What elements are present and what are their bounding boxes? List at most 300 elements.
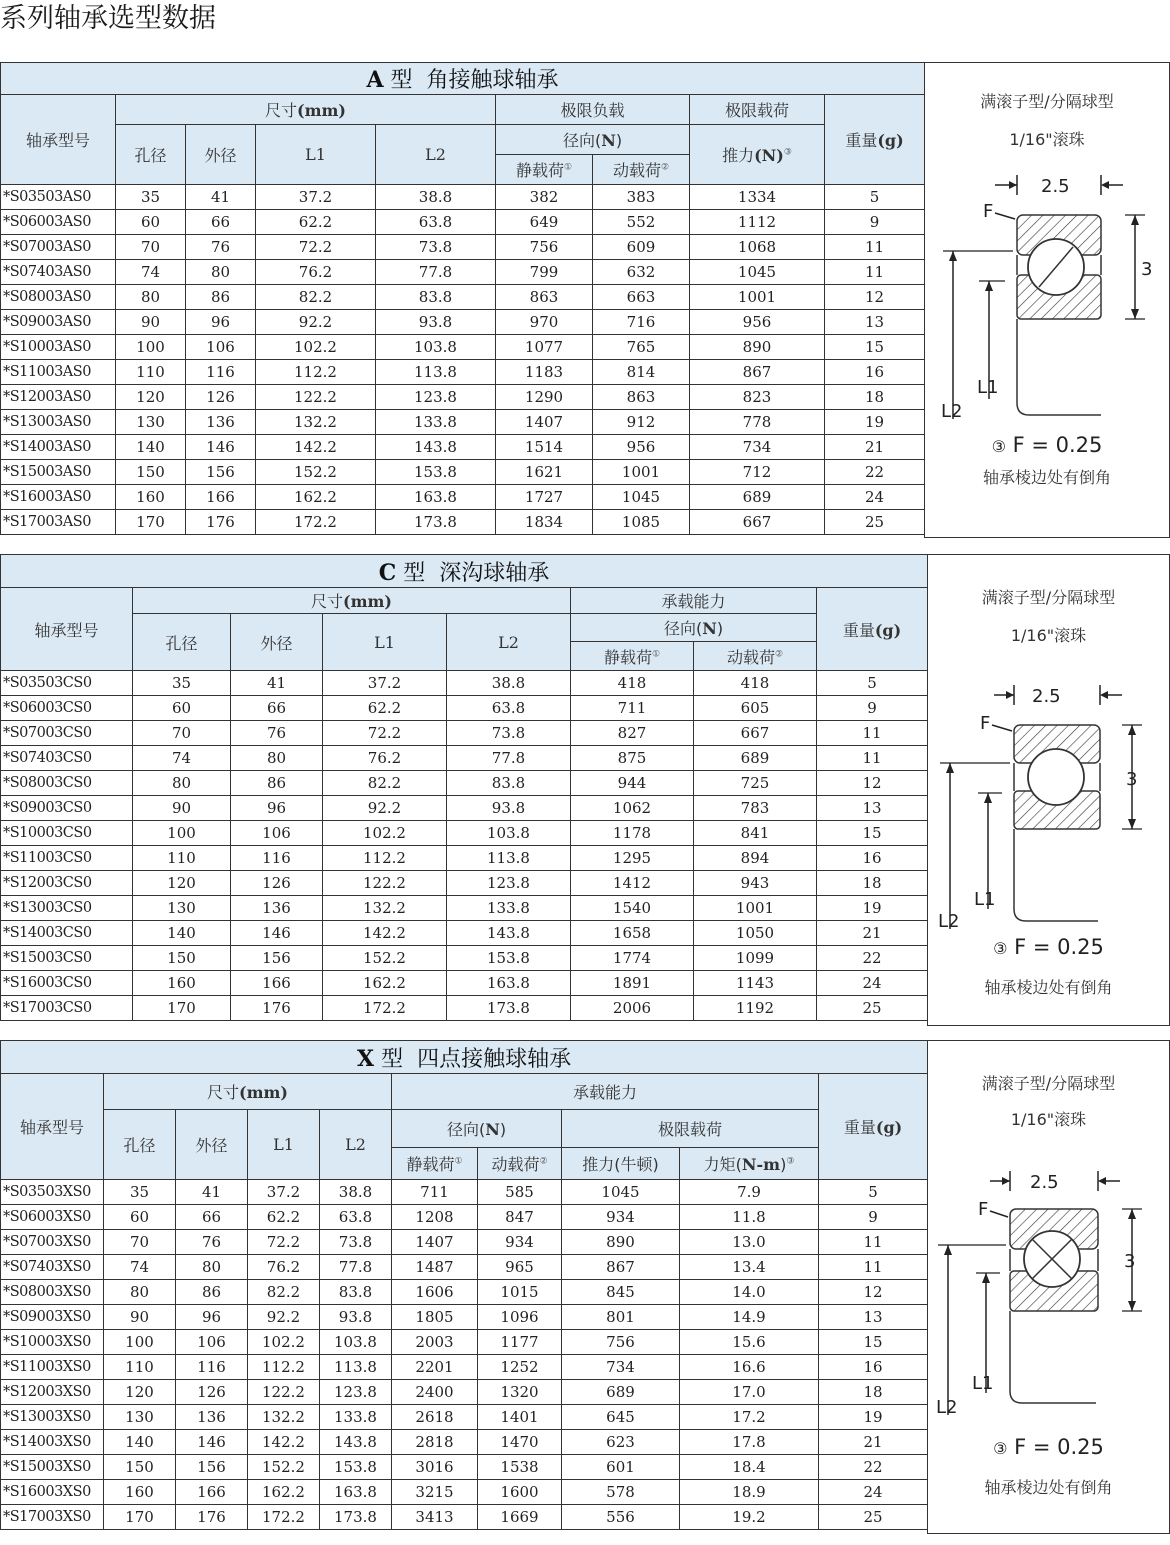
value-cell: 123.8 [376, 385, 496, 410]
value-cell: 2201 [392, 1355, 478, 1380]
model-cell: *S13003XS0 [1, 1405, 104, 1430]
value-cell: 76.2 [248, 1255, 320, 1280]
header-size: 尺寸(mm) [104, 1074, 392, 1110]
table-row [1, 235, 925, 260]
value-cell: 890 [562, 1230, 680, 1255]
value-cell: 21 [819, 1430, 928, 1455]
value-cell: 106 [231, 821, 323, 846]
value-cell: 7.9 [680, 1180, 819, 1205]
value-cell: 143.8 [320, 1430, 392, 1455]
value-cell: 418 [694, 671, 817, 696]
table-a [0, 62, 925, 535]
value-cell: 1252 [478, 1355, 562, 1380]
table-row [1, 1380, 928, 1405]
header-thrust: 推力(N)③ [690, 125, 825, 185]
value-cell: 100 [104, 1330, 176, 1355]
header-model: 轴承型号 [1, 1074, 104, 1180]
value-cell: 25 [825, 510, 925, 535]
value-cell: 70 [133, 721, 231, 746]
value-cell: 970 [496, 310, 593, 335]
model-cell: *S17003XS0 [1, 1505, 104, 1530]
table-row [1, 1405, 928, 1430]
model-cell: *S16003XS0 [1, 1480, 104, 1505]
value-cell: 153.8 [320, 1455, 392, 1480]
header-static: 静载荷① [496, 155, 593, 185]
header-size: 尺寸(mm) [133, 588, 571, 614]
value-cell: 35 [133, 671, 231, 696]
value-cell: 17.2 [680, 1405, 819, 1430]
header-od: 外径 [176, 1110, 248, 1180]
model-cell: *S06003CS0 [1, 696, 133, 721]
value-cell: 382 [496, 185, 593, 210]
diagram-x [927, 1040, 1170, 1534]
table-row [1, 510, 925, 535]
value-cell: 160 [133, 971, 231, 996]
value-cell: 585 [478, 1180, 562, 1205]
value-cell: 140 [116, 435, 186, 460]
value-cell: 16 [819, 1355, 928, 1380]
model-cell: *S10003XS0 [1, 1330, 104, 1355]
value-cell: 74 [116, 260, 186, 285]
value-cell: 73.8 [320, 1230, 392, 1255]
model-cell: *S12003CS0 [1, 871, 133, 896]
value-cell: 110 [116, 360, 186, 385]
table-row [1, 996, 928, 1021]
label-f: F [978, 1199, 989, 1220]
value-cell: 22 [825, 460, 925, 485]
value-cell: 41 [186, 185, 256, 210]
value-cell: 2818 [392, 1430, 478, 1455]
value-cell: 122.2 [256, 385, 376, 410]
value-cell: 172.2 [256, 510, 376, 535]
dim-width-label: 2.5 [1041, 176, 1070, 197]
value-cell: 113.8 [320, 1355, 392, 1380]
value-cell: 63.8 [376, 210, 496, 235]
value-cell: 92.2 [248, 1305, 320, 1330]
value-cell: 116 [186, 360, 256, 385]
value-cell: 60 [104, 1205, 176, 1230]
header-radial: 径向(N) [392, 1110, 562, 1148]
table-row [1, 796, 928, 821]
value-cell: 82.2 [248, 1280, 320, 1305]
value-cell: 1600 [478, 1480, 562, 1505]
dim-height-label: 3 [1124, 1251, 1136, 1272]
value-cell: 16 [817, 846, 928, 871]
value-cell: 17.8 [680, 1430, 819, 1455]
model-cell: *S08003AS0 [1, 285, 116, 310]
table-row [1, 410, 925, 435]
model-cell: *S07003XS0 [1, 1230, 104, 1255]
value-cell: 170 [116, 510, 186, 535]
header-model: 轴承型号 [1, 588, 133, 671]
value-cell: 18 [825, 385, 925, 410]
table-row [1, 871, 928, 896]
value-cell: 143.8 [376, 435, 496, 460]
header-capacity: 承载能力 [392, 1074, 819, 1110]
value-cell: 153.8 [376, 460, 496, 485]
model-cell: *S03503XS0 [1, 1180, 104, 1205]
value-cell: 894 [694, 846, 817, 871]
value-cell: 863 [496, 285, 593, 310]
header-dynamic: 动载荷② [593, 155, 690, 185]
value-cell: 1727 [496, 485, 593, 510]
value-cell: 103.8 [447, 821, 571, 846]
value-cell: 3413 [392, 1505, 478, 1530]
value-cell: 1774 [571, 946, 694, 971]
value-cell: 173.8 [320, 1505, 392, 1530]
table-row [1, 696, 928, 721]
value-cell: 16.6 [680, 1355, 819, 1380]
table-row [1, 746, 928, 771]
value-cell: 38.8 [447, 671, 571, 696]
value-cell: 41 [231, 671, 323, 696]
value-cell: 143.8 [447, 921, 571, 946]
value-cell: 2003 [392, 1330, 478, 1355]
value-cell: 663 [593, 285, 690, 310]
value-cell: 1001 [690, 285, 825, 310]
value-cell: 19 [819, 1405, 928, 1430]
value-cell: 9 [819, 1205, 928, 1230]
label-l2: L2 [936, 1397, 958, 1418]
value-cell: 13 [817, 796, 928, 821]
value-cell: 11 [825, 235, 925, 260]
diagram-a [924, 62, 1170, 538]
value-cell: 130 [116, 410, 186, 435]
value-cell: 716 [593, 310, 690, 335]
value-cell: 176 [231, 996, 323, 1021]
value-cell: 814 [593, 360, 690, 385]
value-cell: 11 [817, 746, 928, 771]
value-cell: 92.2 [256, 310, 376, 335]
model-cell: *S11003CS0 [1, 846, 133, 871]
value-cell: 24 [825, 485, 925, 510]
table-row [1, 310, 925, 335]
diagram-c [927, 554, 1170, 1026]
value-cell: 799 [496, 260, 593, 285]
value-cell: 1143 [694, 971, 817, 996]
value-cell: 1805 [392, 1305, 478, 1330]
model-cell: *S16003CS0 [1, 971, 133, 996]
value-cell: 86 [186, 285, 256, 310]
value-cell: 841 [694, 821, 817, 846]
value-cell: 123.8 [320, 1380, 392, 1405]
table-row [1, 1305, 928, 1330]
value-cell: 667 [690, 510, 825, 535]
table-row [1, 846, 928, 871]
value-cell: 956 [690, 310, 825, 335]
ball-size-label: 1/16"滚珠 [1009, 130, 1085, 149]
value-cell: 609 [593, 235, 690, 260]
model-cell: *S13003AS0 [1, 410, 116, 435]
value-cell: 667 [694, 721, 817, 746]
table-row [1, 946, 928, 971]
table-row [1, 821, 928, 846]
value-cell: 146 [186, 435, 256, 460]
table-row [1, 1330, 928, 1355]
model-cell: *S15003AS0 [1, 460, 116, 485]
value-cell: 66 [176, 1205, 248, 1230]
table-row [1, 1205, 928, 1230]
header-radial: 径向(N) [496, 125, 690, 155]
model-cell: *S14003XS0 [1, 1430, 104, 1455]
value-cell: 76 [231, 721, 323, 746]
value-cell: 122.2 [248, 1380, 320, 1405]
value-cell: 63.8 [320, 1205, 392, 1230]
model-cell: *S14003CS0 [1, 921, 133, 946]
value-cell: 37.2 [248, 1180, 320, 1205]
value-cell: 689 [562, 1380, 680, 1405]
value-cell: 1621 [496, 460, 593, 485]
value-cell: 162.2 [248, 1480, 320, 1505]
value-cell: 63.8 [447, 696, 571, 721]
value-cell: 70 [116, 235, 186, 260]
label-l1: L1 [972, 1373, 994, 1394]
value-cell: 1050 [694, 921, 817, 946]
model-cell: *S07403AS0 [1, 260, 116, 285]
value-cell: 965 [478, 1255, 562, 1280]
header-od: 外径 [231, 614, 323, 671]
value-cell: 1407 [496, 410, 593, 435]
value-cell: 5 [819, 1180, 928, 1205]
value-cell: 156 [176, 1455, 248, 1480]
value-cell: 74 [104, 1255, 176, 1280]
bearing-drawing [928, 1159, 1169, 1421]
value-cell: 18.9 [680, 1480, 819, 1505]
header-limit-load: 极限载荷 [562, 1110, 819, 1148]
value-cell: 867 [562, 1255, 680, 1280]
label-l1: L1 [977, 377, 999, 398]
value-cell: 140 [133, 921, 231, 946]
value-cell: 15 [817, 821, 928, 846]
model-cell: *S03503AS0 [1, 185, 116, 210]
value-cell: 1514 [496, 435, 593, 460]
value-cell: 1045 [593, 485, 690, 510]
value-cell: 383 [593, 185, 690, 210]
table-row [1, 460, 925, 485]
value-cell: 150 [133, 946, 231, 971]
value-cell: 113.8 [447, 846, 571, 871]
header-weight: 重量(g) [825, 95, 925, 185]
value-cell: 1487 [392, 1255, 478, 1280]
value-cell: 38.8 [320, 1180, 392, 1205]
value-cell: 944 [571, 771, 694, 796]
value-cell: 80 [186, 260, 256, 285]
table-row [1, 335, 925, 360]
value-cell: 173.8 [376, 510, 496, 535]
value-cell: 173.8 [447, 996, 571, 1021]
value-cell: 711 [571, 696, 694, 721]
model-cell: *S11003XS0 [1, 1355, 104, 1380]
value-cell: 12 [825, 285, 925, 310]
table-row [1, 1280, 928, 1305]
value-cell: 156 [186, 460, 256, 485]
value-cell: 778 [690, 410, 825, 435]
ball-icon [1028, 749, 1084, 805]
value-cell: 162.2 [323, 971, 447, 996]
value-cell: 90 [133, 796, 231, 821]
model-cell: *S10003AS0 [1, 335, 116, 360]
value-cell: 17.0 [680, 1380, 819, 1405]
value-cell: 160 [104, 1480, 176, 1505]
header-limit-load-2: 极限载荷 [690, 95, 825, 125]
value-cell: 156 [231, 946, 323, 971]
value-cell: 1045 [562, 1180, 680, 1205]
value-cell: 112.2 [248, 1355, 320, 1380]
section-title: X 型 四点接触球轴承 [1, 1041, 928, 1074]
value-cell: 11 [817, 721, 928, 746]
table-row [1, 1230, 928, 1255]
value-cell: 176 [176, 1505, 248, 1530]
value-cell: 1015 [478, 1280, 562, 1305]
value-cell: 132.2 [248, 1405, 320, 1430]
value-cell: 62.2 [323, 696, 447, 721]
table-row [1, 260, 925, 285]
value-cell: 5 [817, 671, 928, 696]
header-bore: 孔径 [104, 1110, 176, 1180]
value-cell: 80 [133, 771, 231, 796]
value-cell: 13 [819, 1305, 928, 1330]
header-size: 尺寸(mm) [116, 95, 496, 125]
value-cell: 11 [825, 260, 925, 285]
value-cell: 103.8 [320, 1330, 392, 1355]
value-cell: 163.8 [447, 971, 571, 996]
value-cell: 552 [593, 210, 690, 235]
value-cell: 847 [478, 1205, 562, 1230]
value-cell: 120 [133, 871, 231, 896]
value-cell: 92.2 [323, 796, 447, 821]
header-l2: L2 [376, 125, 496, 185]
value-cell: 90 [116, 310, 186, 335]
table-row [1, 771, 928, 796]
value-cell: 1290 [496, 385, 593, 410]
value-cell: 19.2 [680, 1505, 819, 1530]
value-cell: 132.2 [256, 410, 376, 435]
model-cell: *S16003AS0 [1, 485, 116, 510]
ball-type-label: 满滚子型/分隔球型 [980, 92, 1114, 111]
table-row [1, 435, 925, 460]
value-cell: 83.8 [447, 771, 571, 796]
value-cell: 37.2 [323, 671, 447, 696]
value-cell: 22 [817, 946, 928, 971]
value-cell: 113.8 [376, 360, 496, 385]
value-cell: 35 [104, 1180, 176, 1205]
chamfer-value: ③ F = 0.25 [993, 935, 1104, 959]
value-cell: 1177 [478, 1330, 562, 1355]
value-cell: 2618 [392, 1405, 478, 1430]
value-cell: 712 [690, 460, 825, 485]
header-dynamic: 动载荷② [478, 1148, 562, 1180]
value-cell: 1658 [571, 921, 694, 946]
value-cell: 77.8 [320, 1255, 392, 1280]
value-cell: 112.2 [256, 360, 376, 385]
value-cell: 13.4 [680, 1255, 819, 1280]
value-cell: 102.2 [256, 335, 376, 360]
table-row [1, 921, 928, 946]
value-cell: 1401 [478, 1405, 562, 1430]
header-bore: 孔径 [133, 614, 231, 671]
value-cell: 16 [825, 360, 925, 385]
value-cell: 172.2 [323, 996, 447, 1021]
value-cell: 827 [571, 721, 694, 746]
value-cell: 166 [176, 1480, 248, 1505]
value-cell: 35 [116, 185, 186, 210]
value-cell: 15 [825, 335, 925, 360]
value-cell: 66 [231, 696, 323, 721]
header-limit-load: 极限负载 [496, 95, 690, 125]
table-row [1, 1480, 928, 1505]
header-l1: L1 [248, 1110, 320, 1180]
header-static: 静载荷① [571, 642, 694, 671]
value-cell: 734 [562, 1355, 680, 1380]
value-cell: 77.8 [376, 260, 496, 285]
value-cell: 19 [817, 896, 928, 921]
value-cell: 136 [231, 896, 323, 921]
value-cell: 106 [186, 335, 256, 360]
header-l1: L1 [323, 614, 447, 671]
value-cell: 11 [819, 1230, 928, 1255]
value-cell: 80 [176, 1255, 248, 1280]
value-cell: 83.8 [320, 1280, 392, 1305]
value-cell: 1112 [690, 210, 825, 235]
value-cell: 1891 [571, 971, 694, 996]
value-cell: 96 [231, 796, 323, 821]
value-cell: 72.2 [256, 235, 376, 260]
table-row [1, 1180, 928, 1205]
value-cell: 18.4 [680, 1455, 819, 1480]
value-cell: 76 [176, 1230, 248, 1255]
header-bore: 孔径 [116, 125, 186, 185]
value-cell: 72.2 [323, 721, 447, 746]
model-cell: *S12003AS0 [1, 385, 116, 410]
header-static: 静载荷① [392, 1148, 478, 1180]
section-a [0, 62, 1170, 539]
label-f: F [980, 713, 991, 734]
table-row [1, 671, 928, 696]
value-cell: 136 [176, 1405, 248, 1430]
value-cell: 5 [825, 185, 925, 210]
value-cell: 41 [176, 1180, 248, 1205]
header-l2: L2 [447, 614, 571, 671]
value-cell: 22 [819, 1455, 928, 1480]
value-cell: 126 [231, 871, 323, 896]
value-cell: 19 [825, 410, 925, 435]
value-cell: 77.8 [447, 746, 571, 771]
value-cell: 66 [186, 210, 256, 235]
value-cell: 103.8 [376, 335, 496, 360]
value-cell: 632 [593, 260, 690, 285]
value-cell: 172.2 [248, 1505, 320, 1530]
value-cell: 845 [562, 1280, 680, 1305]
value-cell: 1001 [694, 896, 817, 921]
value-cell: 70 [104, 1230, 176, 1255]
table-row [1, 896, 928, 921]
value-cell: 80 [231, 746, 323, 771]
value-cell: 38.8 [376, 185, 496, 210]
value-cell: 1320 [478, 1380, 562, 1405]
header-radial: 径向(N) [571, 614, 817, 642]
value-cell: 153.8 [447, 946, 571, 971]
value-cell: 82.2 [323, 771, 447, 796]
value-cell: 133.8 [447, 896, 571, 921]
chamfer-note: 轴承棱边处有倒角 [984, 978, 1113, 997]
model-cell: *S17003AS0 [1, 510, 116, 535]
value-cell: 76 [186, 235, 256, 260]
model-cell: *S09003XS0 [1, 1305, 104, 1330]
section-x [0, 1040, 1170, 1535]
value-cell: 93.8 [320, 1305, 392, 1330]
value-cell: 734 [690, 435, 825, 460]
value-cell: 142.2 [323, 921, 447, 946]
